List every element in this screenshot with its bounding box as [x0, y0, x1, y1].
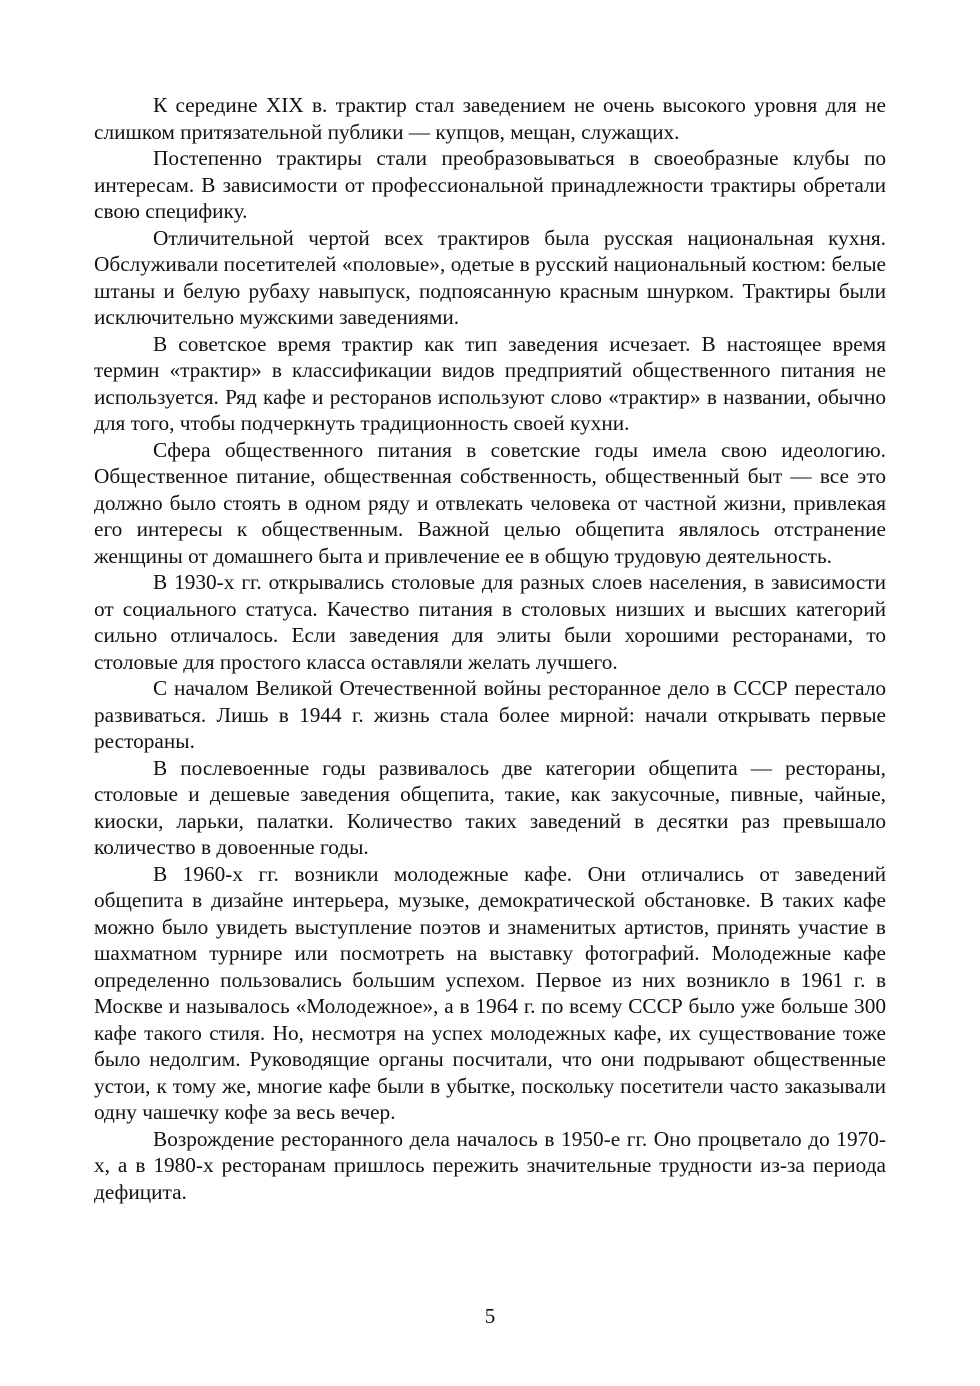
- paragraph: Сфера общественного питания в советские годы имела свою идеологию. Общественное питание, общественная собственность, общественный быт — все это должно было стоять в одном ряду и отвлекать человека от частной жизни, привлекая его интересы к общественным. Важной целью общепита являлось отстранение женщины от домашнего быта и привлечение ее в общую трудовую деятельность.: [94, 437, 886, 568]
- paragraph: Постепенно трактиры стали преобразовываться в своеобразные клубы по интересам. В зависимости от профессиональной принадлежности трактиры обретали свою специфику.: [94, 146, 886, 223]
- paragraph: К середине XIX в. трактир стал заведением не очень высокого уровня для не слишком притязательной публики — купцов, мещан, служащих.: [94, 93, 886, 144]
- paragraph: В советское время трактир как тип заведения исчезает. В настоящее время термин «трактир» в классификации видов предприятий общественного питания не используется. Ряд кафе и ресторанов используют слово «трактир» в названии, обычно для того, чтобы подчеркнуть традиционность своей кухни.: [94, 331, 886, 435]
- paragraph: В 1930-х гг. открывались столовые для разных слоев населения, в зависимости от социального статуса. Качество питания в столовых низших и высших категорий сильно отличалось. Если заведения для элиты были хорошими ресторанами, то столовые для простого класса оставляли желать лучшего.: [94, 570, 886, 674]
- paragraph: В 1960-х гг. возникли молодежные кафе. Они отличались от заведений общепита в дизайне интерьера, музыке, демократической обстановке. В таких кафе можно было увидеть выступление поэтов и знаменитых артистов, принять участие в шахматном турнире или посмотреть на выставку фотографий. Молодежные кафе определенно пользовались большим успехом. Первое из них возникло в 1961 г. в Москве и называлось «Молодежное», а в 1964 г. по всему СССР было уже больше 300 кафе такого стиля. Но, несмотря на успех молодежных кафе, их существование тоже было недолгим. Руководящие органы посчитали, что они подрывают общественные устои, к тому же, многие кафе были в убытке, поскольку посетители часто заказывали одну чашечку кофе за весь вечер.: [94, 861, 886, 1124]
- body-text: [94, 92, 886, 1205]
- paragraph: Отличительной чертой всех трактиров была русская национальная кухня. Обслуживали посетителей «половые», одетые в русский национальный костюм: белые штаны и белую рубаху навыпуск, подпоясанную красным шнурком. Трактиры были исключительно мужскими заведениями.: [94, 225, 886, 329]
- paragraph: С началом Великой Отечественной войны ресторанное дело в СССР перестало развиваться. Лишь в 1944 г. жизнь стала более мирной: начали открывать первые рестораны.: [94, 676, 886, 753]
- page-number: 5: [484, 1304, 496, 1328]
- paragraph: В послевоенные годы развивалось две категории общепита — рестораны, столовые и дешевые заведения общепита, такие, как закусочные, пивные, чайные, киоски, ларьки, палатки. Количество таких заведений в десятки раз превышало количество в довоенные годы.: [94, 755, 886, 859]
- paragraph: Возрождение ресторанного дела началось в 1950-е гг. Оно процветало до 1970-х, а в 1980-х ресторанам пришлось пережить значительные трудности из-за периода дефицита.: [94, 1126, 886, 1204]
